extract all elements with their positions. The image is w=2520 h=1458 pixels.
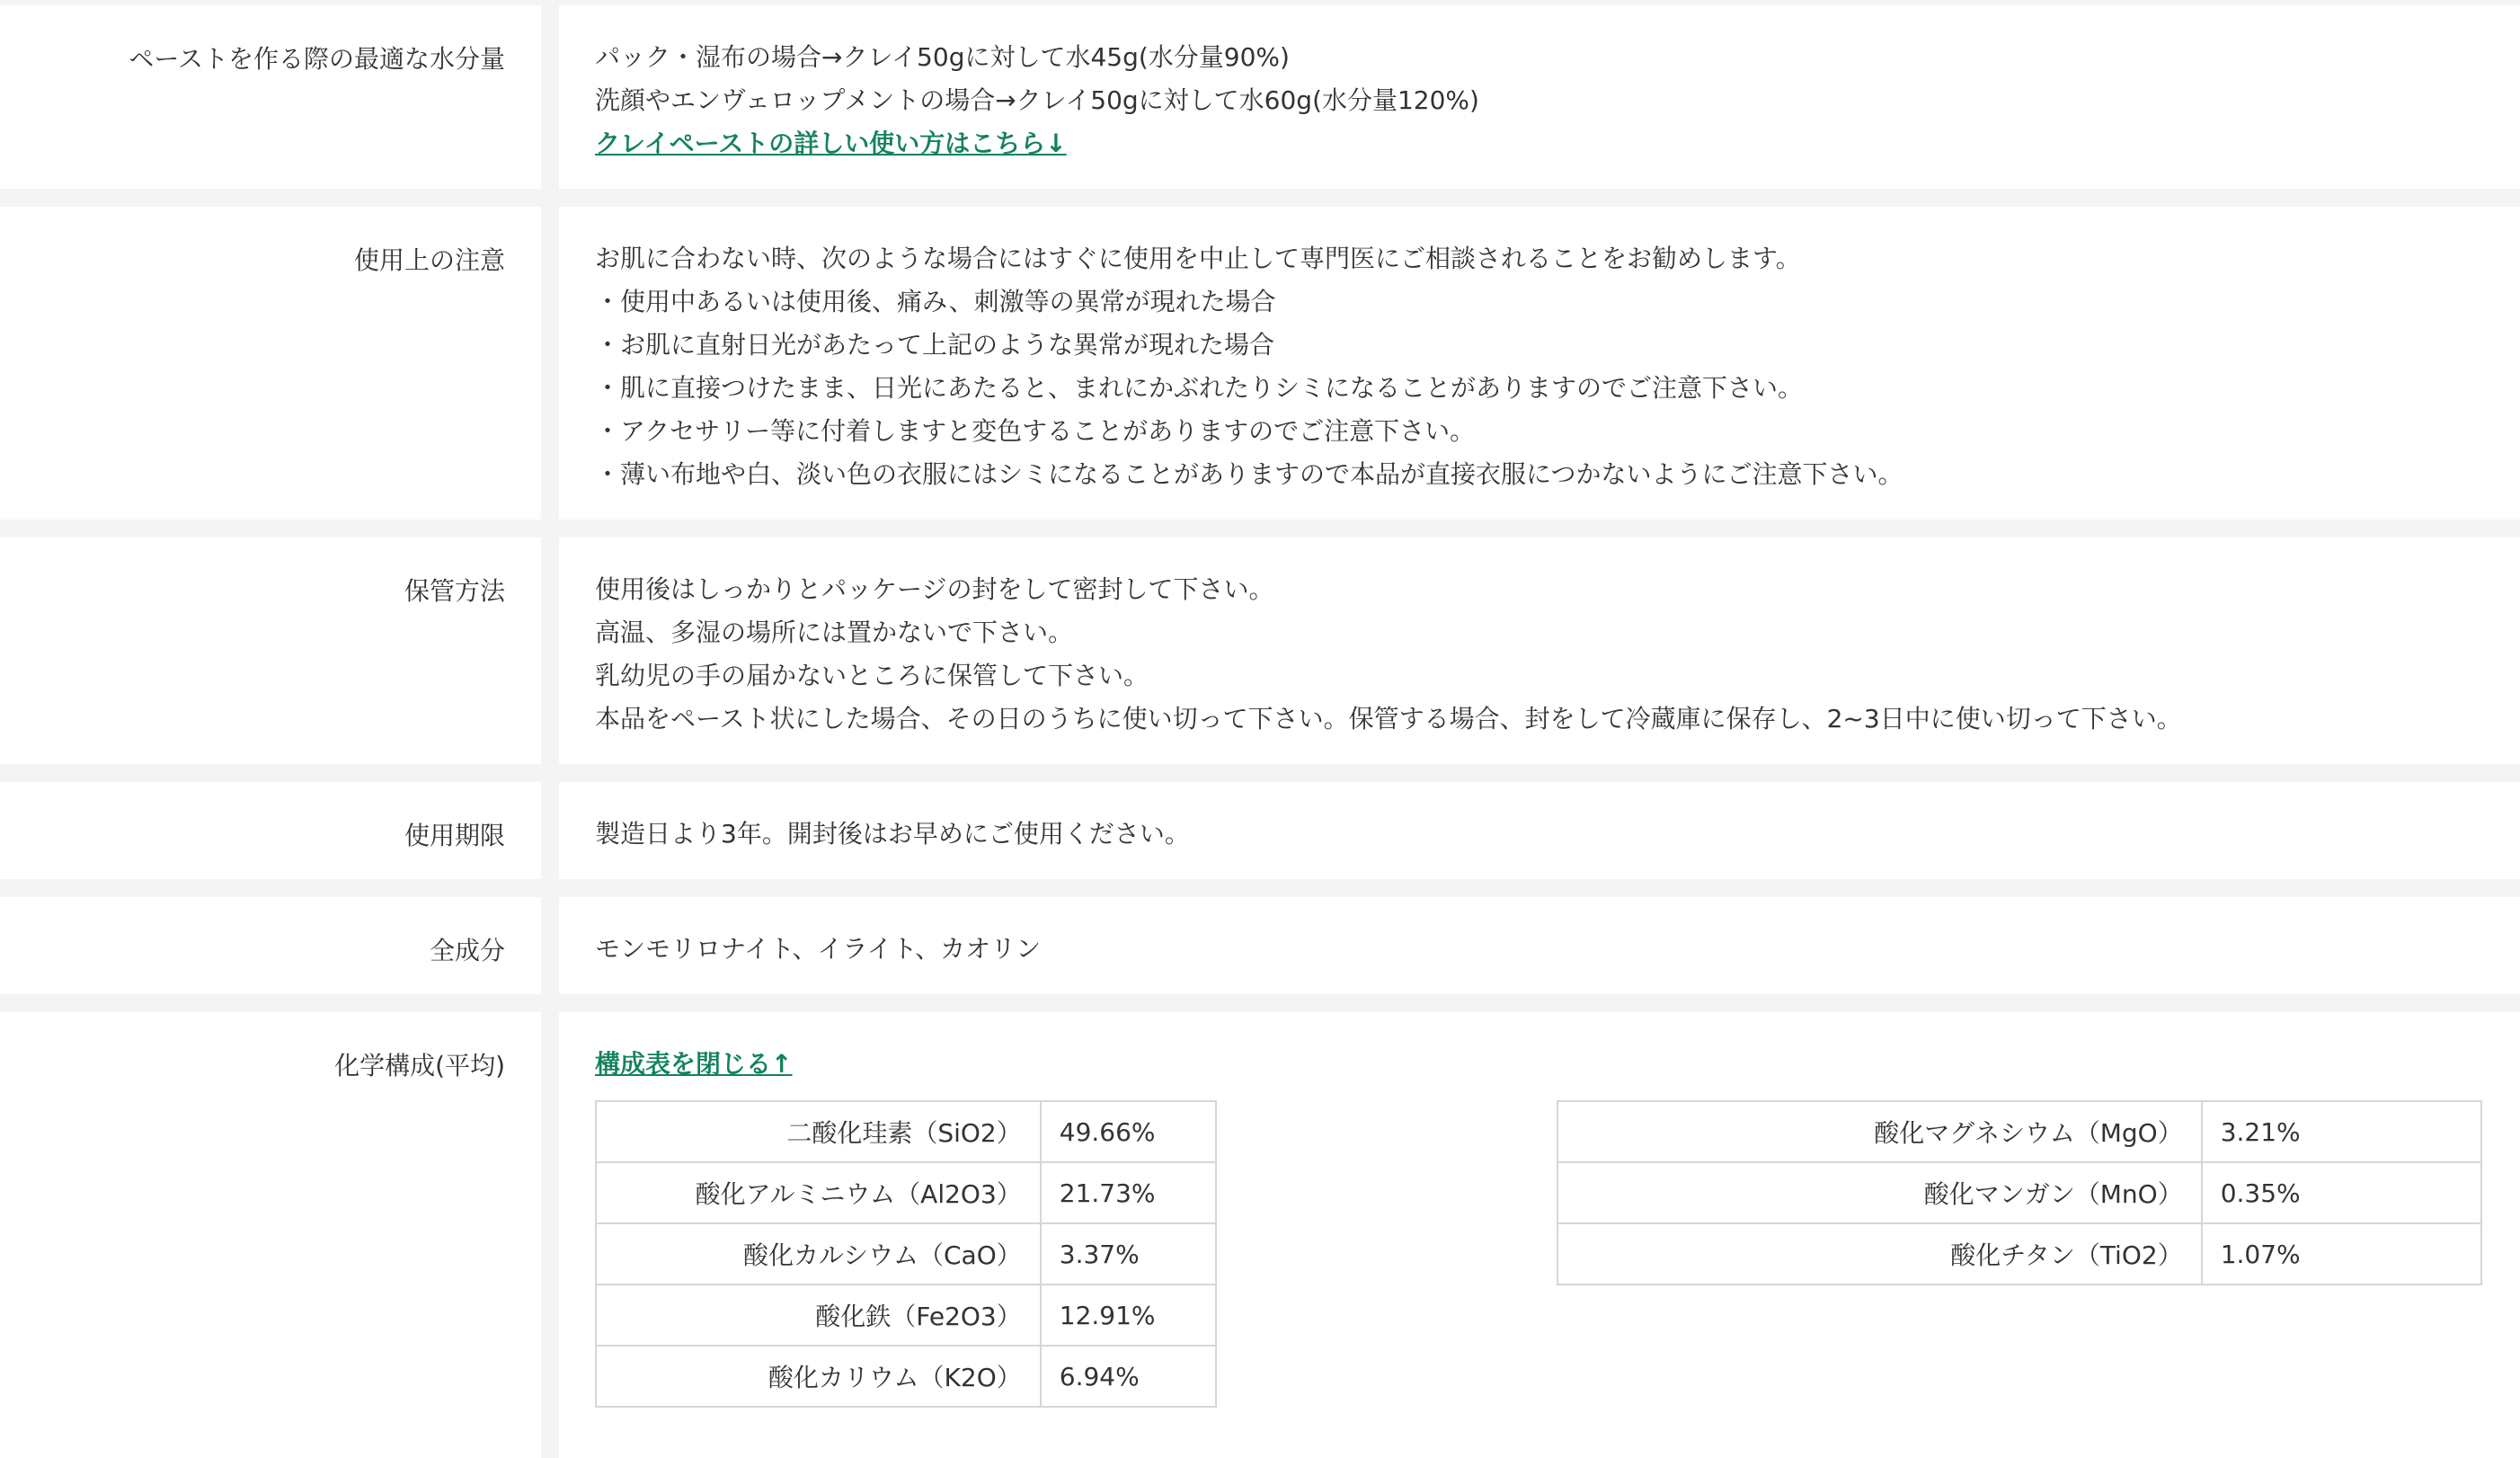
close-composition-link[interactable]: 構成表を閉じる↑ (595, 1049, 793, 1079)
spec-row-ingredients (0, 897, 2520, 994)
spec-label-ingredients: 全成分 (429, 936, 505, 965)
table-row (596, 1162, 1216, 1223)
compound-percent: 3.21% (2202, 1101, 2481, 1162)
spec-text-line: 製造日より3年。開封後はお早めにご使用ください。 (595, 819, 1190, 849)
table-row (1557, 1223, 2481, 1285)
spec-row-expiry (0, 782, 2520, 879)
spec-label-cell (0, 5, 541, 189)
compound-percent: 12.91% (1041, 1285, 1216, 1346)
spec-label-chemical: 化学構成(平均) (334, 1051, 505, 1080)
spec-row-caution (0, 207, 2520, 520)
spec-row-chemical (0, 1012, 2520, 1458)
compound-name: 酸化カルシウム（CaO） (596, 1223, 1041, 1285)
composition-table-right (1557, 1100, 2482, 1285)
spec-text-line: ・お肌に直射日光があたって上記のような異常が現れた場合 (595, 330, 1275, 360)
spec-text-line: 使用後はしっかりとパッケージの封をして密封して下さい。 (595, 574, 1274, 604)
table-row (1557, 1101, 2481, 1162)
spec-text-line: お肌に合わない時、次のような場合にはすぐに使用を中止して専門医にご相談されることをお勧めします。 (595, 244, 1801, 273)
table-row (596, 1346, 1216, 1407)
spec-text-line: 乳幼児の手の届かないところに保管して下さい。 (595, 661, 1149, 690)
spec-label-cell (0, 897, 541, 994)
spec-text-line: 洗顔やエンヴェロップメントの場合→クレイ50gに対して水60g(水分量120%) (595, 85, 1479, 115)
spec-label-storage: 保管方法 (404, 576, 505, 606)
spec-text-line: パック・湿布の場合→クレイ50gに対して水45g(水分量90%) (595, 42, 1290, 72)
compound-name: 酸化カリウム（K2O） (596, 1346, 1041, 1407)
spec-text-line: 本品をペースト状にした場合、その日のうちに使い切って下さい。保管する場合、封をして冷蔵庫に保存し、2~3日中に使い切って下さい。 (595, 704, 2182, 733)
spec-row-storage (0, 538, 2520, 764)
spec-value-cell (559, 5, 2520, 189)
spec-value-cell (559, 1012, 2520, 1458)
spec-value-cell (559, 538, 2520, 764)
spec-text-line: ・肌に直接つけたまま、日光にあたると、まれにかぶれたりシミになることがありますのでご注意下さい。 (595, 373, 1804, 403)
compound-name: 酸化鉄（Fe2O3） (596, 1285, 1041, 1346)
spec-text-line: ・使用中あるいは使用後、痛み、刺激等の異常が現れた場合 (595, 287, 1276, 316)
table-row (596, 1223, 1216, 1285)
compound-percent: 6.94% (1041, 1346, 1216, 1407)
spec-text-line: ・アクセサリー等に付着しますと変色することがありますのでご注意下さい。 (595, 416, 1476, 446)
compound-percent: 3.37% (1041, 1223, 1216, 1285)
spec-value-cell (559, 897, 2520, 994)
spec-text-line: モンモリロナイト、イライト、カオリン (595, 934, 1042, 964)
compound-percent: 0.35% (2202, 1162, 2481, 1223)
spec-label-cell (0, 207, 541, 520)
compound-percent: 21.73% (1041, 1162, 1216, 1223)
spec-label-cell (0, 782, 541, 879)
compound-name: 二酸化珪素（SiO2） (596, 1101, 1041, 1162)
table-row (1557, 1162, 2481, 1223)
spec-text-line: 高温、多湿の場所には置かないで下さい。 (595, 618, 1074, 647)
spec-row-water (0, 5, 2520, 189)
spec-label-cell (0, 1012, 541, 1458)
paste-usage-link[interactable]: クレイペーストの詳しい使い方はこちら↓ (595, 129, 1067, 158)
spec-value-cell (559, 782, 2520, 879)
composition-table-left (595, 1100, 1217, 1408)
compound-name: 酸化マグネシウム（MgO） (1557, 1101, 2202, 1162)
spec-label-water: ペーストを作る際の最適な水分量 (129, 44, 505, 74)
table-row (596, 1101, 1216, 1162)
spec-value-cell (559, 207, 2520, 520)
spec-text-line: ・薄い布地や白、淡い色の衣服にはシミになることがありますので本品が直接衣服につかないようにご注意下さい。 (595, 459, 1903, 489)
compound-percent: 49.66% (1041, 1101, 1216, 1162)
spec-label-caution: 使用上の注意 (353, 245, 505, 275)
compound-percent: 1.07% (2202, 1223, 2481, 1285)
compound-name: 酸化チタン（TiO2） (1557, 1223, 2202, 1285)
spec-label-expiry: 使用期限 (404, 821, 505, 850)
compound-name: 酸化マンガン（MnO） (1557, 1162, 2202, 1223)
spec-label-cell (0, 538, 541, 764)
compound-name: 酸化アルミニウム（Al2O3） (596, 1162, 1041, 1223)
table-row (596, 1285, 1216, 1346)
